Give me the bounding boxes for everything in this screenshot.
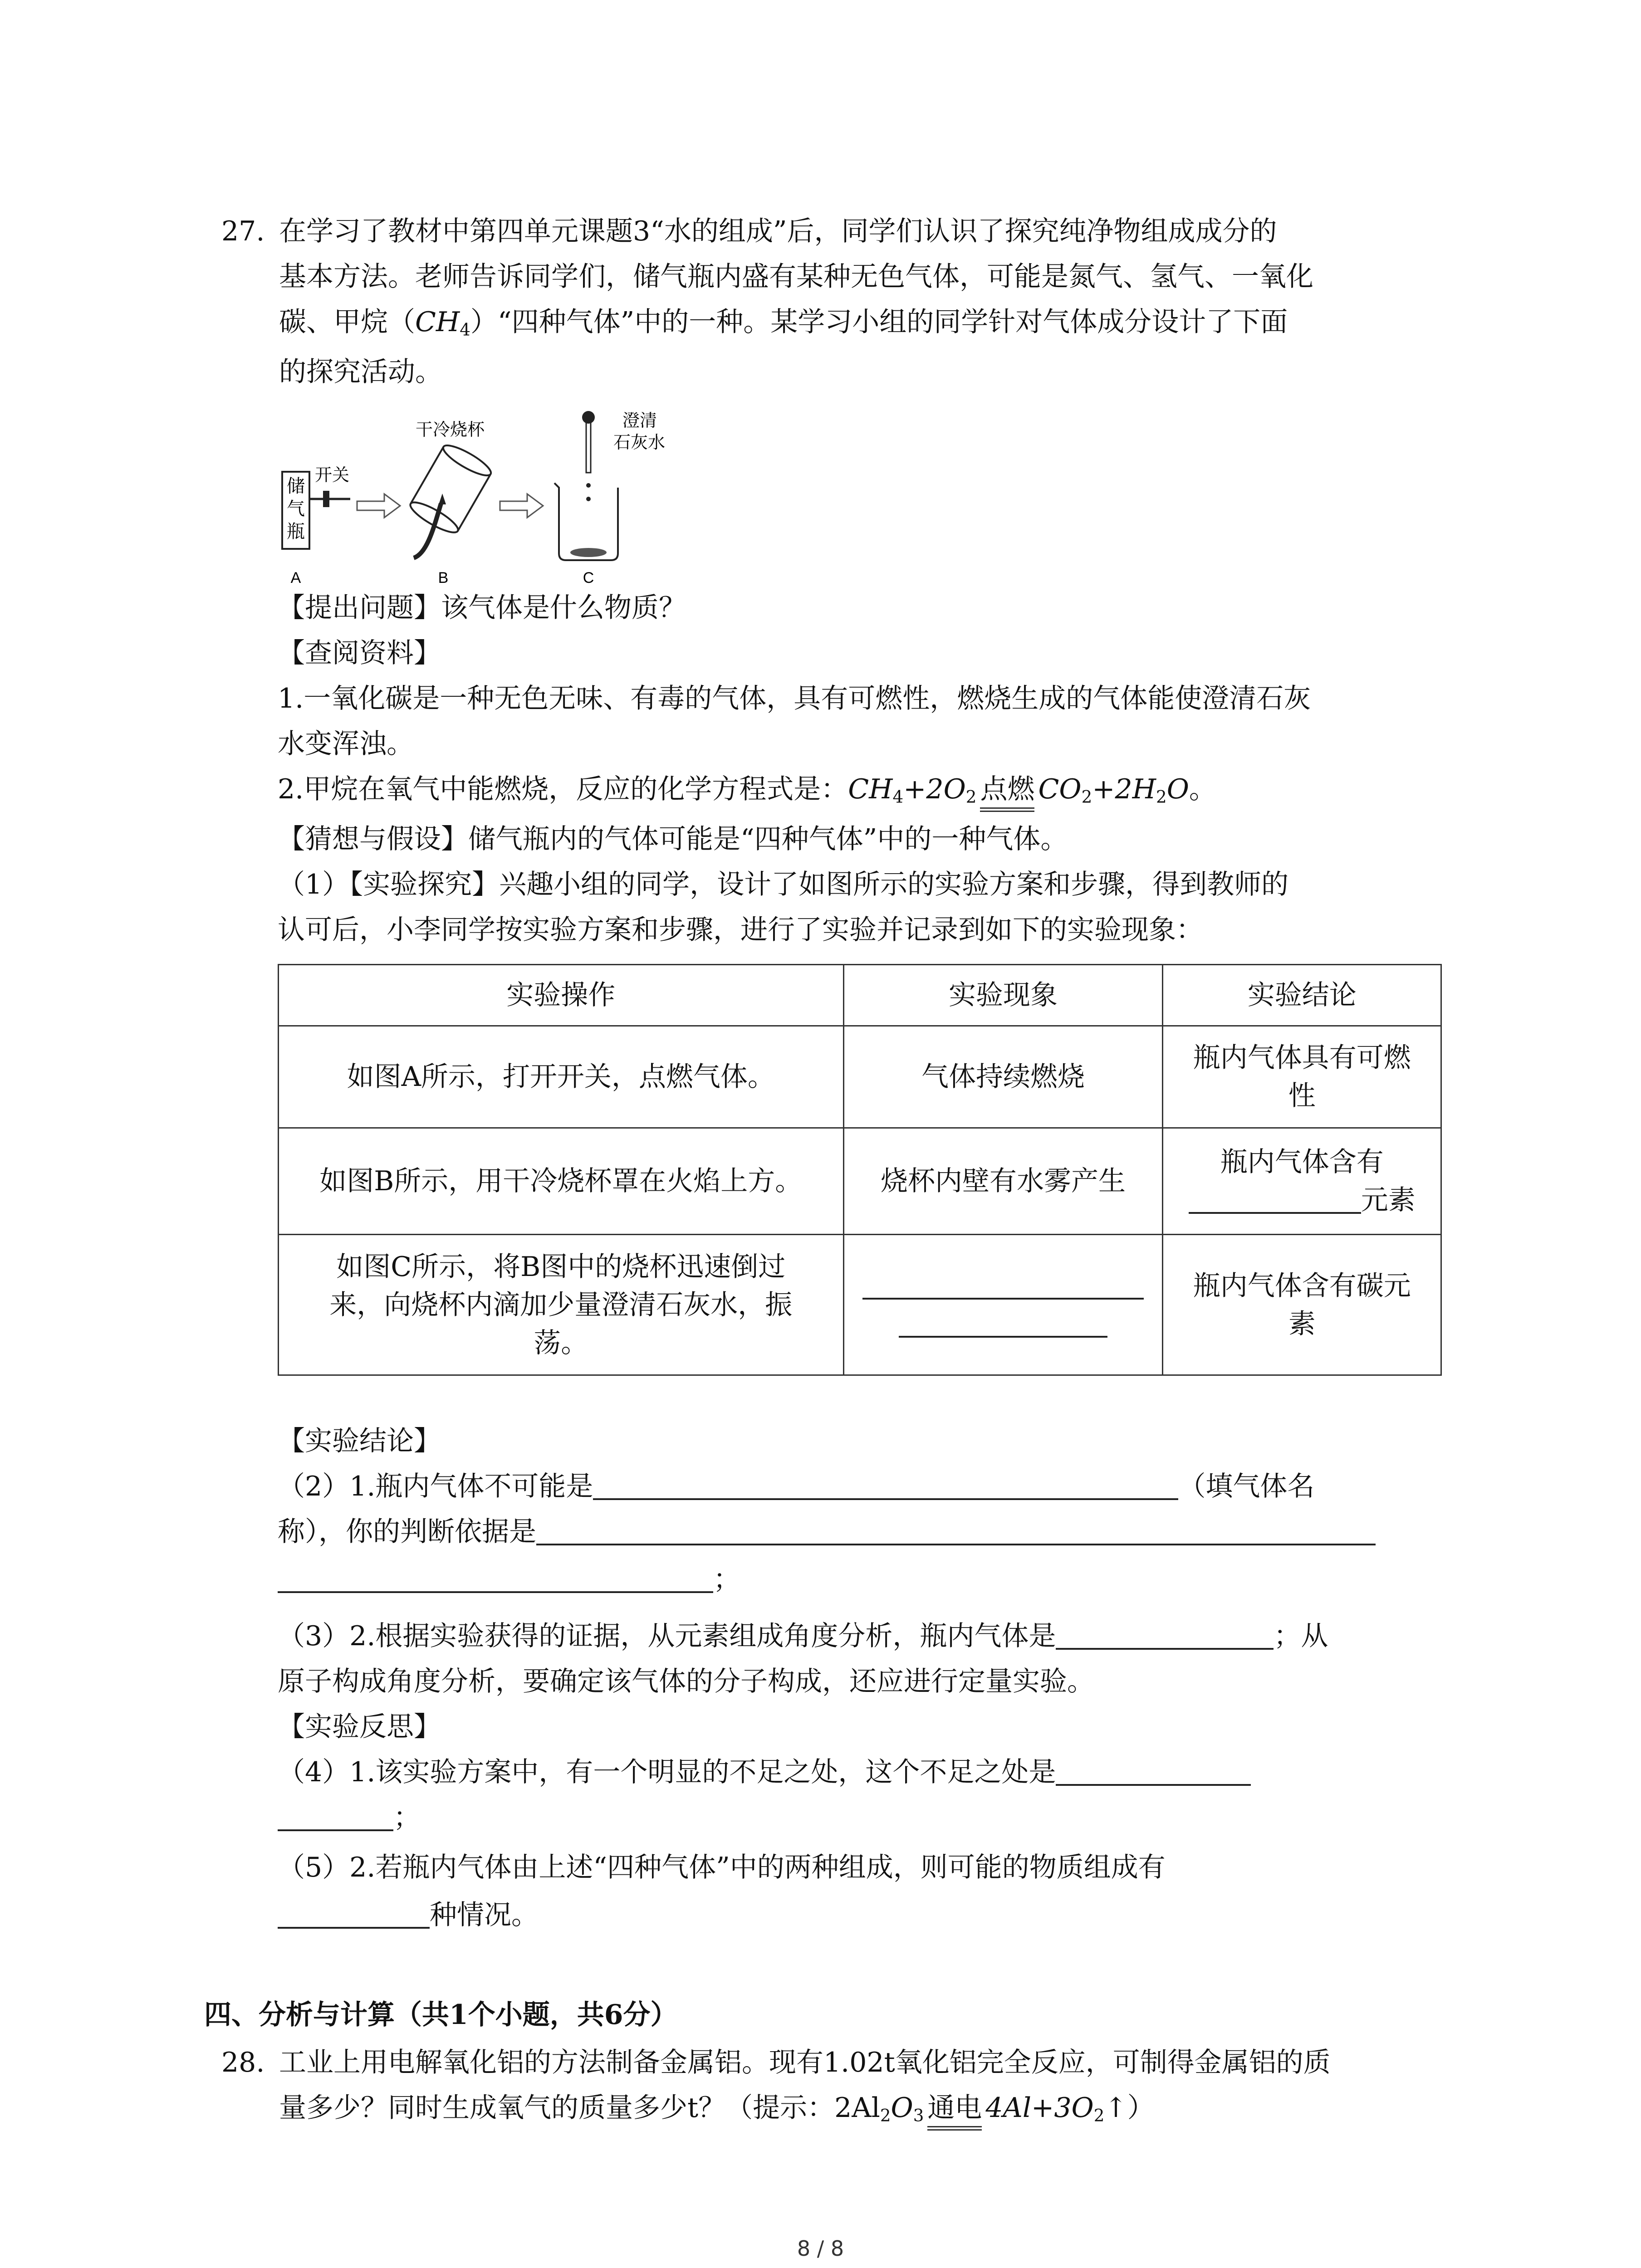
reflection-title: 【实验反思】	[278, 1711, 441, 1743]
row1-conclusion: 瓶内气体具有可燃 性	[1163, 1026, 1441, 1128]
limewater-label-2: 石灰水	[613, 433, 666, 452]
answer-blank-reason-2[interactable]	[278, 1564, 713, 1593]
part2-line-2: 称），你的判断依据是	[278, 1513, 1376, 1551]
part2-line-1: （2）1.瓶内气体不可能是 （填气体名	[278, 1471, 1315, 1502]
arrow-right-icon	[500, 494, 543, 518]
table-row	[279, 1026, 1441, 1128]
q28-number: 28.	[221, 2047, 265, 2078]
drop-icon	[586, 483, 591, 488]
label-a: A	[290, 569, 301, 587]
header-operation: 实验操作	[279, 965, 844, 1026]
dry-cold-beaker-icon	[407, 440, 494, 537]
answer-blank-element[interactable]	[1189, 1185, 1361, 1214]
row3-conclusion: 瓶内气体含有碳元 素	[1163, 1235, 1441, 1375]
answer-blank-gas[interactable]	[1056, 1621, 1274, 1650]
q28-line-1: 工业上用电解氧化铝的方法制备金属铝。现有1.02t氧化铝完全反应，可制得金属铝的质	[279, 2047, 1331, 2078]
hypothesis: 【猜想与假设】储气瓶内的气体可能是“四种气体”中的一种气体。	[278, 823, 1068, 855]
q27-number: 27.	[221, 215, 265, 247]
row3-operation: 如图C所示，将B图中的烧杯迅速倒过 来，向烧杯内滴加少量澄清石灰水，振 荡。	[279, 1235, 844, 1375]
arrow-right-icon	[357, 494, 400, 518]
row2-conclusion: 瓶内气体含有 元素	[1163, 1128, 1441, 1235]
q27-intro-line-3: 碳、甲烷$(CH_4)“$四种气体”中的一种。某学习小组的同学针对气体成分设计了下面	[279, 306, 1288, 340]
label-b: B	[438, 569, 449, 587]
answer-blank-reason-1[interactable]	[536, 1516, 1376, 1545]
gas-tube	[414, 503, 441, 558]
answer-blank-deficiency-2[interactable]	[278, 1802, 393, 1831]
experiment-table	[278, 964, 1442, 1376]
part5-line-1: （5）2.若瓶内气体由上述“四种气体”中的两种组成，则可能的物质组成有	[278, 1852, 1166, 1883]
reference-2-equation: 2.甲烷在氧气中能燃烧，反应的化学方程式是：$CH_4+2O_2$ 点燃 $CO_2+2H_2O$。	[278, 770, 1216, 816]
page-number: 8 / 8	[797, 2236, 844, 2261]
part5-line-2: 种情况。	[278, 1896, 539, 1934]
row1-operation: 如图A所示，打开开关，点燃气体。	[279, 1026, 844, 1128]
answer-blank-deficiency-1[interactable]	[1056, 1757, 1251, 1786]
reaction-condition: 通电	[927, 2089, 982, 2127]
precipitate-icon	[570, 548, 607, 557]
limewater-label-1: 澄清	[622, 411, 657, 430]
q27-intro-line-2: 基本方法。老师告诉同学们，储气瓶内盛有某种无色气体，可能是氮气、氢气、一氧化	[279, 261, 1313, 293]
row1-phenomenon: 气体持续燃烧	[843, 1026, 1163, 1128]
q27-intro-line-4: 的探究活动。	[279, 356, 442, 388]
reference-title: 【查阅资料】	[278, 637, 441, 669]
conclusion-title: 【实验结论】	[278, 1425, 441, 1457]
drop-icon	[586, 497, 591, 501]
q28-line-2: 量多少？同时生成氧气的质量多少t？（提示：$2Al_2O_3$ 通电 $4Al+3O_2↑$）	[279, 2089, 1155, 2134]
header-phenomenon: 实验现象	[843, 965, 1163, 1026]
part1-line-2: 认可后，小李同学按实验方案和步骤，进行了实验并记录到如下的实验现象：	[278, 914, 1203, 946]
label-c: C	[583, 569, 594, 587]
reference-1-line-2: 水变浑浊。	[278, 728, 414, 760]
experiment-figure	[278, 408, 677, 590]
question-prompt: 【提出问题】该气体是什么物质？	[278, 592, 686, 624]
reference-1-line-1: 1.一氧化碳是一种无色无味、有毒的气体，具有可燃性，燃烧生成的气体能使澄清石灰	[278, 683, 1311, 714]
part2-line-3: ；	[278, 1560, 740, 1598]
bottle-label-2: 气	[287, 499, 305, 519]
beaker-label: 干冷烧杯	[415, 420, 485, 440]
dropper-bulb-icon	[582, 411, 595, 424]
bottle-label-3: 瓶	[287, 522, 305, 542]
answer-blank-count[interactable]	[278, 1900, 430, 1929]
part3-line-1: （3）2.根据实验获得的证据，从元素组成角度分析，瓶内气体是 ；从	[278, 1620, 1328, 1652]
table-header-row	[279, 965, 1441, 1026]
reaction-condition: 点燃	[980, 770, 1034, 808]
answer-blank-phenomenon-2[interactable]	[899, 1309, 1107, 1338]
row2-operation: 如图B所示，用干冷烧杯罩在火焰上方。	[279, 1128, 844, 1235]
part4-line-1: （4）1.该实验方案中，有一个明显的不足之处，这个不足之处是	[278, 1753, 1251, 1791]
part3-line-2: 原子构成角度分析，要确定该气体的分子构成，还应进行定量实验。	[278, 1666, 1094, 1697]
row3-phenomenon	[843, 1235, 1163, 1375]
answer-blank-phenomenon-1[interactable]	[862, 1271, 1144, 1300]
table-row	[279, 1235, 1441, 1375]
answer-blank-gas-name[interactable]	[593, 1471, 1178, 1500]
part4-line-2: ；	[278, 1799, 421, 1837]
header-conclusion: 实验结论	[1163, 965, 1441, 1026]
section-4-title: 四、分析与计算（共1个小题，共6分）	[204, 1999, 678, 2031]
switch-icon	[323, 491, 329, 507]
q27-intro-line-1: 在学习了教材中第四单元课题3“水的组成”后，同学们认识了探究纯净物组成成分的	[279, 215, 1277, 247]
dropper-icon	[586, 423, 591, 473]
row2-phenomenon: 烧杯内壁有水雾产生	[843, 1128, 1163, 1235]
switch-label: 开关	[314, 466, 350, 485]
bottle-label-1: 储	[287, 476, 305, 496]
table-row	[279, 1128, 1441, 1235]
part1-line-1: （1）【实验探究】兴趣小组的同学，设计了如图所示的实验方案和步骤，得到教师的	[278, 869, 1289, 900]
flame-icon	[439, 494, 446, 504]
